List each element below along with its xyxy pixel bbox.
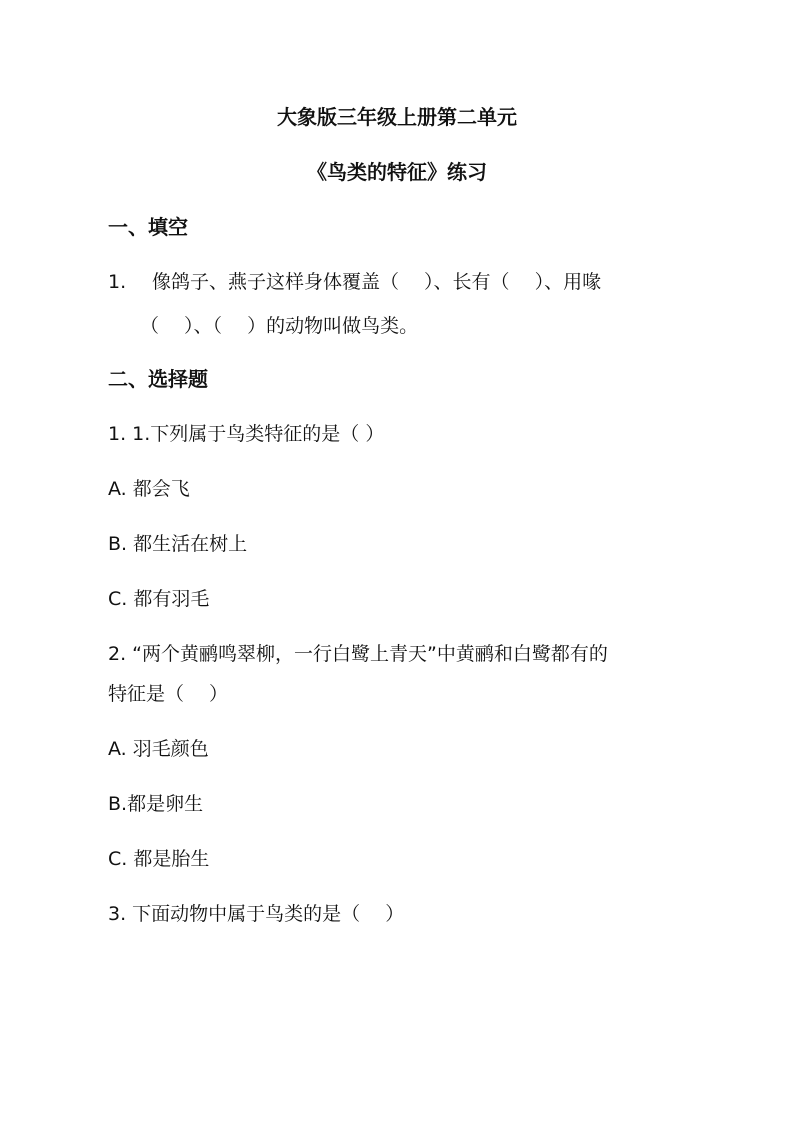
fill-question-line-2: （ ）、（ ）的动物叫做鸟类。: [140, 315, 419, 337]
choice-question-1-option-a: A. 都会飞: [108, 478, 190, 500]
choice-question-2-option-a: A. 羽毛颜色: [108, 738, 209, 760]
choice-question-2-option-c: C. 都是胎生: [108, 848, 210, 870]
question-number: 1.: [108, 271, 127, 293]
section-heading-fill: 一、填空: [108, 215, 188, 239]
fill-question-line-1: 像鸽子、燕子这样身体覆盖（ ）、长有（ ）、用喙: [152, 271, 602, 293]
choice-question-2-stem-line-1: 2. “两个黄鹂鸣翠柳，一行白鹭上青天”中黄鹂和白鹭都有的: [108, 643, 608, 665]
choice-question-3-stem: 3. 下面动物中属于鸟类的是（ ）: [108, 903, 405, 925]
choice-question-2-option-b: B.都是卵生: [108, 793, 204, 815]
document-title: 大象版三年级上册第二单元: [277, 105, 517, 129]
choice-question-1-option-c: C. 都有羽毛: [108, 588, 210, 610]
document-subtitle: 《鸟类的特征》练习: [307, 160, 487, 184]
choice-question-2-stem-line-2: 特征是（ ）: [108, 683, 229, 705]
section-heading-choice: 二、选择题: [108, 367, 208, 391]
choice-question-1-stem: 1. 1.下列属于鸟类特征的是（ ）: [108, 423, 385, 445]
choice-question-1-option-b: B. 都生活在树上: [108, 533, 248, 555]
